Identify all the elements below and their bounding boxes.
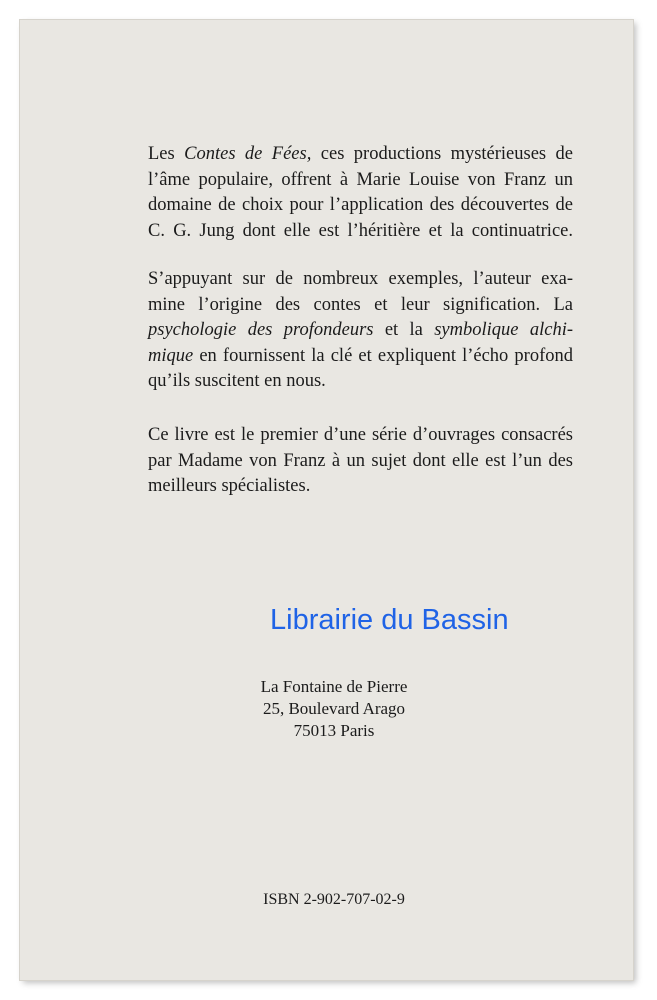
book-title-italic: Contes de Fées, bbox=[184, 144, 312, 164]
blurb-paragraph-1 bbox=[148, 142, 573, 244]
publisher-city: 75013 Paris bbox=[293, 721, 375, 740]
blurb-line: psychologie des profondeurs et la symbolique alchi- bbox=[148, 320, 573, 340]
bookseller-watermark: Librairie du Bassin bbox=[270, 604, 509, 636]
blurb-line: C. G. Jung dont elle est l’héritière et la continuatrice. bbox=[148, 220, 573, 241]
italic-term: mique bbox=[148, 345, 194, 366]
italic-term: symbolique alchi- bbox=[434, 320, 573, 340]
blurb-line: Les Contes de Fées, ces productions mystérieuses de bbox=[148, 144, 573, 164]
blurb-paragraph-2 bbox=[148, 267, 573, 395]
blurb-line: Ce livre est le premier d’une série d’ouvrages consacrés bbox=[148, 425, 573, 445]
italic-term: psychologie des profondeurs bbox=[148, 320, 374, 340]
blurb-line: mique en fournissent la clé et expliquent l’écho profond bbox=[148, 345, 573, 366]
blurb-line: mine l’origine des contes et leur signification. La bbox=[148, 294, 573, 315]
blurb-line: meilleurs spécialistes. bbox=[148, 476, 311, 496]
blurb-line: S’appuyant sur de nombreux exemples, l’auteur exa- bbox=[148, 269, 573, 289]
publisher-address bbox=[218, 676, 450, 742]
blurb-line: domaine de choix pour l’application des découvertes de bbox=[148, 195, 573, 215]
publisher-street: 25, Boulevard Arago bbox=[262, 699, 406, 718]
book-back-cover bbox=[20, 20, 633, 980]
blurb-line: par Madame von Franz à un sujet dont elle est l’un des bbox=[148, 450, 573, 471]
blurb-line: qu’ils suscitent en nous. bbox=[148, 371, 326, 391]
publisher-name: La Fontaine de Pierre bbox=[260, 677, 408, 696]
isbn-number: ISBN 2-902-707-02-9 bbox=[263, 891, 405, 908]
blurb-line: l’âme populaire, offrent à Marie Louise von Franz un bbox=[148, 169, 573, 190]
blurb-paragraph-3 bbox=[148, 423, 573, 500]
